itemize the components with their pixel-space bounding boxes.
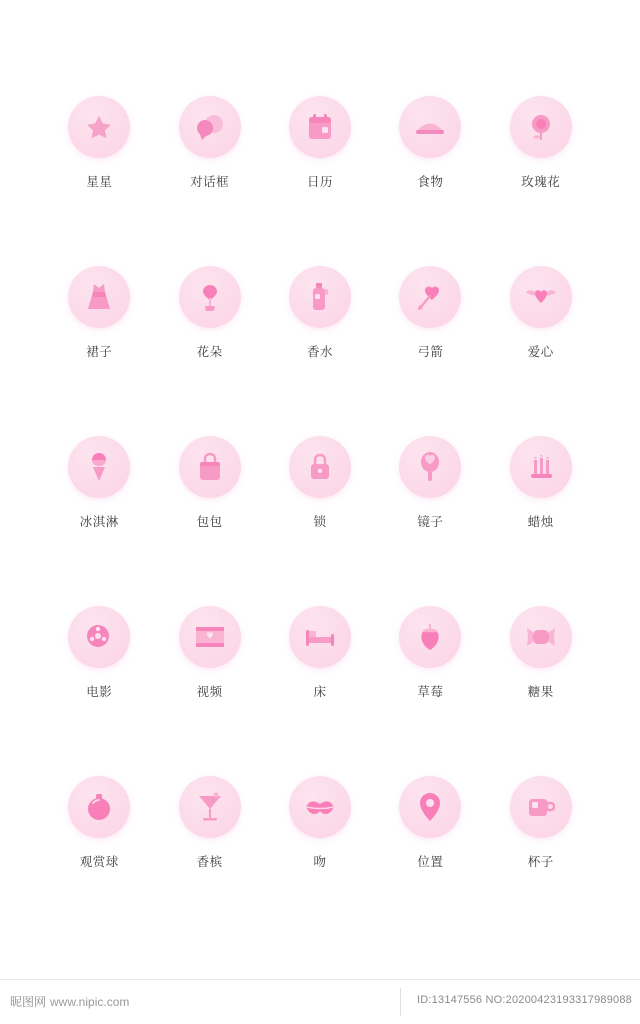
icon-label: 包包 [196, 515, 223, 529]
handbag-icon [196, 452, 224, 482]
flower-icon [197, 281, 223, 313]
movie-icon [84, 623, 114, 651]
chat-bubble-icon [194, 113, 226, 141]
icon-bubble[interactable] [289, 266, 351, 328]
icon-label: 星星 [86, 175, 113, 189]
icon-cell-strawberry[interactable] [375, 606, 485, 776]
icon-label: 床 [313, 685, 327, 699]
icon-cell-heart-wings[interactable] [486, 266, 596, 436]
icon-cell-mirror[interactable] [375, 436, 485, 606]
icon-cell-flower[interactable] [154, 266, 264, 436]
icon-bubble[interactable] [289, 606, 351, 668]
video-icon [194, 624, 226, 650]
icon-cell-dress[interactable] [44, 266, 154, 436]
icon-label: 位置 [417, 855, 444, 869]
icon-label: 电影 [86, 685, 113, 699]
icon-bubble[interactable] [399, 776, 461, 838]
icon-cell-movie[interactable] [44, 606, 154, 776]
champagne-glass-icon [196, 791, 224, 823]
icon-grid [44, 96, 596, 946]
candle-icon [526, 452, 556, 482]
icon-label: 香槟 [196, 855, 223, 869]
icon-bubble[interactable] [289, 96, 351, 158]
icon-label: 冰淇淋 [79, 515, 119, 529]
ice-cream-icon [87, 451, 111, 483]
footer-branding [10, 993, 129, 1010]
icon-cell-lips[interactable] [265, 776, 375, 946]
icon-bubble[interactable] [179, 96, 241, 158]
icon-bubble[interactable] [179, 776, 241, 838]
site-url-text: www.nipic.com [50, 994, 130, 1009]
icon-cell-cup[interactable] [486, 776, 596, 946]
icon-bubble[interactable] [399, 266, 461, 328]
icon-label: 弓箭 [417, 345, 444, 359]
icon-label: 食物 [417, 175, 444, 189]
icon-cell-lock[interactable] [265, 436, 375, 606]
food-icon [413, 115, 447, 139]
icon-cell-calendar[interactable] [265, 96, 375, 266]
icon-cell-candle[interactable] [486, 436, 596, 606]
icon-label: 草莓 [417, 685, 444, 699]
icon-bubble[interactable] [179, 606, 241, 668]
icon-label: 花朵 [196, 345, 223, 359]
perfume-icon [308, 281, 332, 313]
lock-icon [307, 452, 333, 482]
icon-cell-ice-cream[interactable] [44, 436, 154, 606]
ornament-ball-icon [86, 792, 112, 822]
heart-wings-icon [524, 284, 558, 310]
footer-bar [0, 979, 640, 1024]
icon-bubble[interactable] [399, 606, 461, 668]
mirror-icon [418, 451, 442, 483]
lips-icon [304, 796, 336, 818]
site-logo-text: 昵图网 [10, 995, 47, 1009]
icon-label: 糖果 [527, 685, 554, 699]
icon-label: 视频 [196, 685, 223, 699]
icon-bubble[interactable] [289, 436, 351, 498]
icon-bubble[interactable] [179, 266, 241, 328]
arrow-heart-icon [414, 282, 446, 312]
icon-label: 蜡烛 [527, 515, 554, 529]
icon-label: 对话框 [190, 175, 230, 189]
icon-cell-food[interactable] [375, 96, 485, 266]
calendar-icon [306, 112, 334, 142]
icon-cell-perfume[interactable] [265, 266, 375, 436]
icon-bubble[interactable] [510, 606, 572, 668]
image-id-text: ID:13147556 NO:20200423193317989088 [417, 994, 632, 1006]
star-icon [84, 112, 114, 142]
footer-divider [400, 988, 401, 1016]
dress-icon [86, 281, 112, 313]
icon-bubble[interactable] [399, 96, 461, 158]
icon-cell-champagne-glass[interactable] [154, 776, 264, 946]
icon-bubble[interactable] [68, 606, 130, 668]
cup-icon [526, 794, 556, 820]
candy-icon [525, 625, 557, 649]
icon-cell-handbag[interactable] [154, 436, 264, 606]
icon-bubble[interactable] [399, 436, 461, 498]
icon-label: 玫瑰花 [521, 175, 561, 189]
rose-icon [526, 112, 556, 142]
icon-label: 裙子 [86, 345, 113, 359]
icon-cell-rose[interactable] [486, 96, 596, 266]
icon-bubble[interactable] [68, 266, 130, 328]
icon-cell-location-pin[interactable] [375, 776, 485, 946]
icon-label: 日历 [306, 175, 333, 189]
icon-bubble[interactable] [179, 436, 241, 498]
icon-bubble[interactable] [68, 436, 130, 498]
icon-cell-candy[interactable] [486, 606, 596, 776]
bed-icon [304, 625, 336, 649]
icon-bubble[interactable] [68, 96, 130, 158]
icon-label: 吻 [313, 855, 327, 869]
icon-bubble[interactable] [68, 776, 130, 838]
icon-bubble[interactable] [510, 96, 572, 158]
icon-bubble[interactable] [510, 436, 572, 498]
icon-label: 观赏球 [79, 855, 119, 869]
icon-cell-bed[interactable] [265, 606, 375, 776]
icon-cell-star[interactable] [44, 96, 154, 266]
icon-label: 镜子 [417, 515, 444, 529]
strawberry-icon [417, 622, 443, 652]
icon-bubble[interactable] [289, 776, 351, 838]
icon-cell-chat-bubble[interactable] [154, 96, 264, 266]
icon-label: 爱心 [527, 345, 554, 359]
location-pin-icon [418, 791, 442, 823]
icon-cell-arrow-heart[interactable] [375, 266, 485, 436]
icon-bubble[interactable] [510, 266, 572, 328]
icon-label: 香水 [306, 345, 333, 359]
icon-cell-video[interactable] [154, 606, 264, 776]
icon-label: 锁 [313, 515, 327, 529]
icon-bubble[interactable] [510, 776, 572, 838]
icon-label: 杯子 [527, 855, 554, 869]
icon-cell-ornament-ball[interactable] [44, 776, 154, 946]
